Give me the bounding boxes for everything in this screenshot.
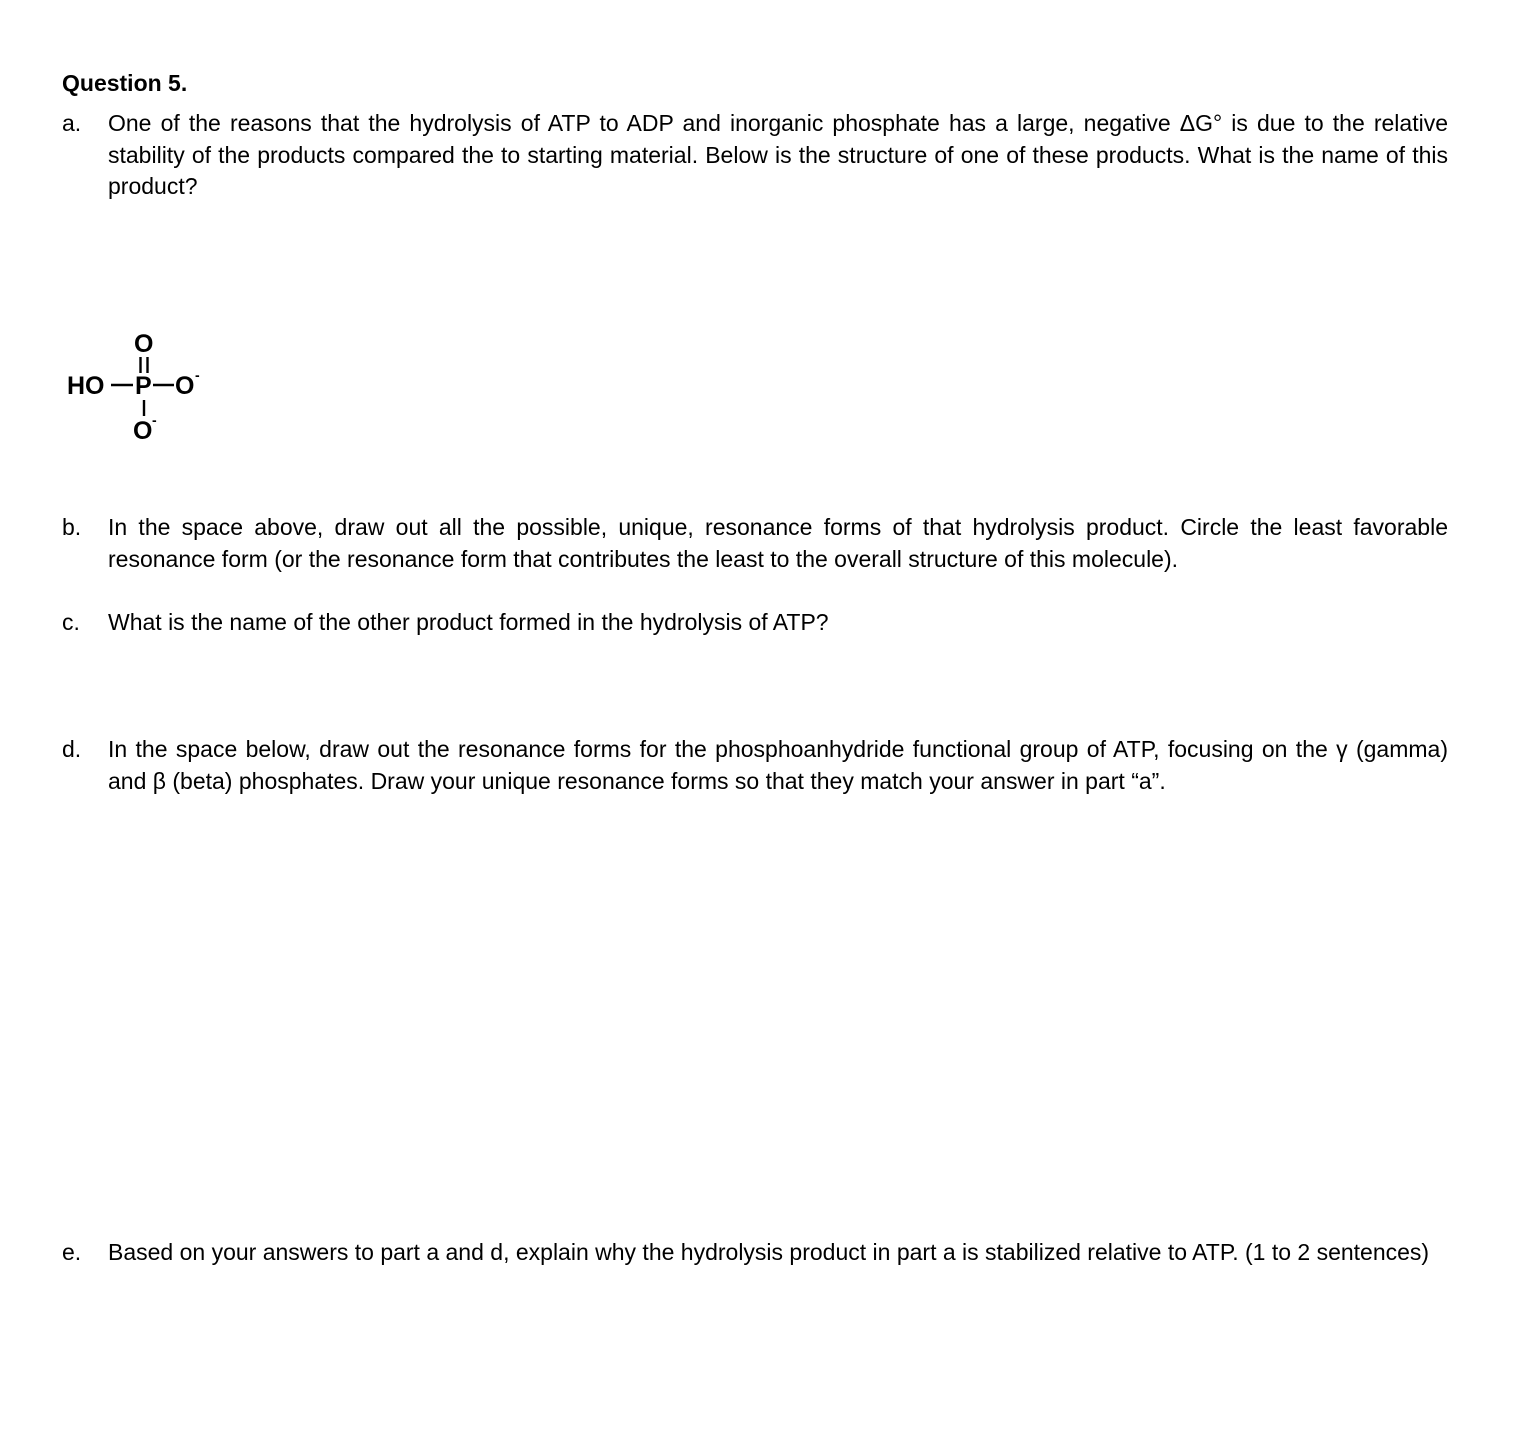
part-c-text: What is the name of the other product formed in the hydrolysis of ATP? bbox=[108, 609, 829, 635]
question-title: Question 5. bbox=[62, 70, 188, 96]
bottom-oxygen-atom: O bbox=[133, 417, 153, 445]
part-d bbox=[62, 734, 1448, 797]
part-a bbox=[62, 108, 1448, 203]
part-e-letter: e. bbox=[62, 1239, 82, 1265]
right-oxygen-atom: O bbox=[175, 372, 195, 400]
part-b-letter: b. bbox=[62, 514, 82, 540]
part-b bbox=[62, 512, 1448, 575]
right-oxygen-charge: - bbox=[195, 367, 200, 383]
bottom-oxygen-charge: - bbox=[152, 412, 157, 428]
part-c-letter: c. bbox=[62, 609, 80, 635]
part-a-text: One of the reasons that the hydrolysis of ATP to ADP and inorganic phosphate has a large, negative ΔG° is due to the relative stability of the products compared the to starting material. Below is the structure of one of these products. What is the name of this product? bbox=[108, 110, 1448, 199]
part-d-letter: d. bbox=[62, 736, 82, 762]
part-e bbox=[62, 1237, 1448, 1269]
phosphate-structure-drawing bbox=[64, 322, 224, 446]
top-oxygen-atom: O bbox=[134, 330, 154, 358]
phosphorus-atom: P bbox=[135, 372, 152, 400]
part-b-text: In the space above, draw out all the possible, unique, resonance forms of that hydrolysis product. Circle the least favorable resonance form (or the resonance form that contributes the least to the overall structure of this molecule). bbox=[108, 514, 1448, 572]
part-d-text: In the space below, draw out the resonance forms for the phosphoanhydride functional group of ATP, focusing on the γ (gamma) and β (beta) phosphates. Draw your unique resonance forms so that they match your answer in part “a”. bbox=[108, 736, 1448, 794]
phosphate-structure bbox=[64, 322, 224, 446]
part-c bbox=[62, 607, 1448, 639]
hydroxyl-group: HO bbox=[67, 372, 105, 400]
part-a-letter: a. bbox=[62, 110, 82, 136]
part-e-text: Based on your answers to part a and d, explain why the hydrolysis product in part a is stabilized relative to ATP. (1 to 2 sentences) bbox=[108, 1239, 1430, 1265]
